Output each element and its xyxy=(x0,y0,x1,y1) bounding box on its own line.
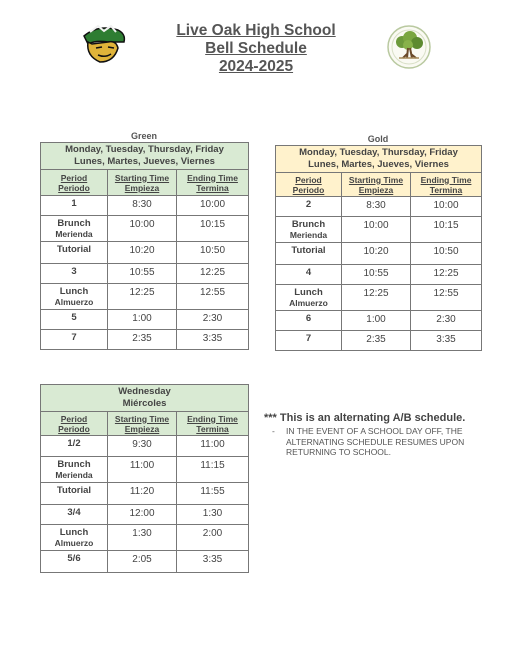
note-bullet xyxy=(264,426,489,458)
schedule-title: Bell Schedule xyxy=(205,40,307,57)
green-period-header: Period Periodo xyxy=(41,170,108,196)
period-cell: 7 xyxy=(276,331,342,351)
table-row xyxy=(276,331,482,351)
gold-end-header: Ending Time Termina xyxy=(411,173,482,197)
end-time-cell: 12:55 xyxy=(177,284,249,310)
start-time-cell: 10:20 xyxy=(342,243,411,265)
period-cell: 1 xyxy=(41,196,108,216)
end-time-cell: 10:50 xyxy=(177,242,249,264)
end-time-cell: 3:35 xyxy=(177,551,249,573)
table-row xyxy=(41,264,249,284)
start-time-cell: 1:30 xyxy=(108,525,177,551)
start-time-cell: 1:00 xyxy=(342,311,411,331)
wednesday-days-es: Miércoles xyxy=(122,398,167,409)
table-row xyxy=(41,196,249,216)
end-time-cell: 1:30 xyxy=(177,505,249,525)
start-time-cell: 1:00 xyxy=(108,310,177,330)
period-cell: Tutorial xyxy=(41,242,108,264)
table-row xyxy=(276,243,482,265)
wednesday-end-header: Ending Time Termina xyxy=(177,412,249,436)
table-row xyxy=(41,483,249,505)
note-text: IN THE EVENT OF A SCHOOL DAY OFF, THE ALTERNATING SCHEDULE RESUMES UPON RETURNING TO SCHOOL. xyxy=(286,426,465,457)
period-cell: 7 xyxy=(41,330,108,350)
start-time-cell: 2:35 xyxy=(108,330,177,350)
start-time-cell: 10:20 xyxy=(108,242,177,264)
note-dash: - xyxy=(272,426,275,436)
gold-days-cell xyxy=(276,146,482,173)
green-days-cell xyxy=(41,143,249,170)
table-row xyxy=(276,197,482,217)
gold-days-en: Monday, Tuesday, Thursday, Friday xyxy=(299,147,458,158)
end-time-cell: 10:00 xyxy=(177,196,249,216)
wednesday-days-en: Wednesday xyxy=(118,386,171,397)
table-row xyxy=(41,505,249,525)
period-cell: Brunch Merienda xyxy=(276,217,342,243)
table-row xyxy=(41,284,249,310)
mascot-logo-icon xyxy=(78,22,128,64)
wednesday-start-header: Starting Time Empieza xyxy=(108,412,177,436)
green-table xyxy=(40,142,249,350)
start-time-cell: 8:30 xyxy=(108,196,177,216)
period-cell: 4 xyxy=(276,265,342,285)
table-row xyxy=(41,525,249,551)
start-time-cell: 8:30 xyxy=(342,197,411,217)
green-days-es: Lunes, Martes, Jueves, Viernes xyxy=(74,156,215,167)
start-time-cell: 11:20 xyxy=(108,483,177,505)
period-cell: Brunch Merienda xyxy=(41,457,108,483)
oak-tree-seal-icon xyxy=(386,24,432,70)
end-time-cell: 12:55 xyxy=(411,285,482,311)
start-time-cell: 12:00 xyxy=(108,505,177,525)
start-time-cell: 10:55 xyxy=(108,264,177,284)
wednesday-schedule xyxy=(40,384,248,573)
green-start-header: Starting Time Empieza xyxy=(108,170,177,196)
table-row xyxy=(41,216,249,242)
start-time-cell: 10:00 xyxy=(342,217,411,243)
period-cell: Lunch Almuerzo xyxy=(276,285,342,311)
end-time-cell: 3:35 xyxy=(411,331,482,351)
period-cell: 3/4 xyxy=(41,505,108,525)
end-time-cell: 11:55 xyxy=(177,483,249,505)
table-row xyxy=(41,242,249,264)
start-time-cell: 2:35 xyxy=(342,331,411,351)
green-schedule xyxy=(40,130,248,350)
end-time-cell: 10:15 xyxy=(177,216,249,242)
period-cell: Tutorial xyxy=(41,483,108,505)
start-time-cell: 10:55 xyxy=(342,265,411,285)
end-time-cell: 2:30 xyxy=(177,310,249,330)
table-row xyxy=(276,311,482,331)
table-row xyxy=(41,436,249,457)
period-cell: 5 xyxy=(41,310,108,330)
table-row xyxy=(276,285,482,311)
end-time-cell: 3:35 xyxy=(177,330,249,350)
period-cell: Lunch Almuerzo xyxy=(41,284,108,310)
green-label: Green xyxy=(130,131,157,141)
wednesday-period-header: Period Periodo xyxy=(41,412,108,436)
start-time-cell: 11:00 xyxy=(108,457,177,483)
start-time-cell: 9:30 xyxy=(108,436,177,457)
green-end-header: Ending Time Termina xyxy=(177,170,249,196)
end-time-cell: 12:25 xyxy=(177,264,249,284)
school-year: 2024-2025 xyxy=(218,58,294,75)
schedule-note xyxy=(264,412,489,458)
period-cell: 6 xyxy=(276,311,342,331)
table-row xyxy=(41,330,249,350)
gold-period-header: Period Periodo xyxy=(276,173,342,197)
period-cell: 3 xyxy=(41,264,108,284)
end-time-cell: 10:15 xyxy=(411,217,482,243)
period-cell: Tutorial xyxy=(276,243,342,265)
note-title: *** This is an alternating A/B schedule. xyxy=(264,412,466,424)
gold-schedule xyxy=(275,133,481,351)
start-time-cell: 12:25 xyxy=(108,284,177,310)
end-time-cell: 2:00 xyxy=(177,525,249,551)
period-cell: 2 xyxy=(276,197,342,217)
table-row xyxy=(276,217,482,243)
gold-table xyxy=(275,145,482,351)
gold-days-es: Lunes, Martes, Jueves, Viernes xyxy=(308,159,449,170)
green-days-en: Monday, Tuesday, Thursday, Friday xyxy=(65,144,224,155)
table-row xyxy=(41,457,249,483)
start-time-cell: 2:05 xyxy=(108,551,177,573)
gold-start-header: Starting Time Empieza xyxy=(342,173,411,197)
end-time-cell: 11:00 xyxy=(177,436,249,457)
period-cell: 1/2 xyxy=(41,436,108,457)
wednesday-table xyxy=(40,384,249,573)
end-time-cell: 12:25 xyxy=(411,265,482,285)
table-row xyxy=(276,265,482,285)
end-time-cell: 2:30 xyxy=(411,311,482,331)
end-time-cell: 10:50 xyxy=(411,243,482,265)
period-cell: Brunch Merienda xyxy=(41,216,108,242)
period-cell: Lunch Almuerzo xyxy=(41,525,108,551)
page-header xyxy=(150,22,362,76)
gold-label: Gold xyxy=(367,134,389,144)
table-row xyxy=(41,551,249,573)
table-row xyxy=(41,310,249,330)
wednesday-days-cell xyxy=(41,385,249,412)
start-time-cell: 10:00 xyxy=(108,216,177,242)
school-name: Live Oak High School xyxy=(176,22,336,39)
end-time-cell: 11:15 xyxy=(177,457,249,483)
end-time-cell: 10:00 xyxy=(411,197,482,217)
period-cell: 5/6 xyxy=(41,551,108,573)
start-time-cell: 12:25 xyxy=(342,285,411,311)
